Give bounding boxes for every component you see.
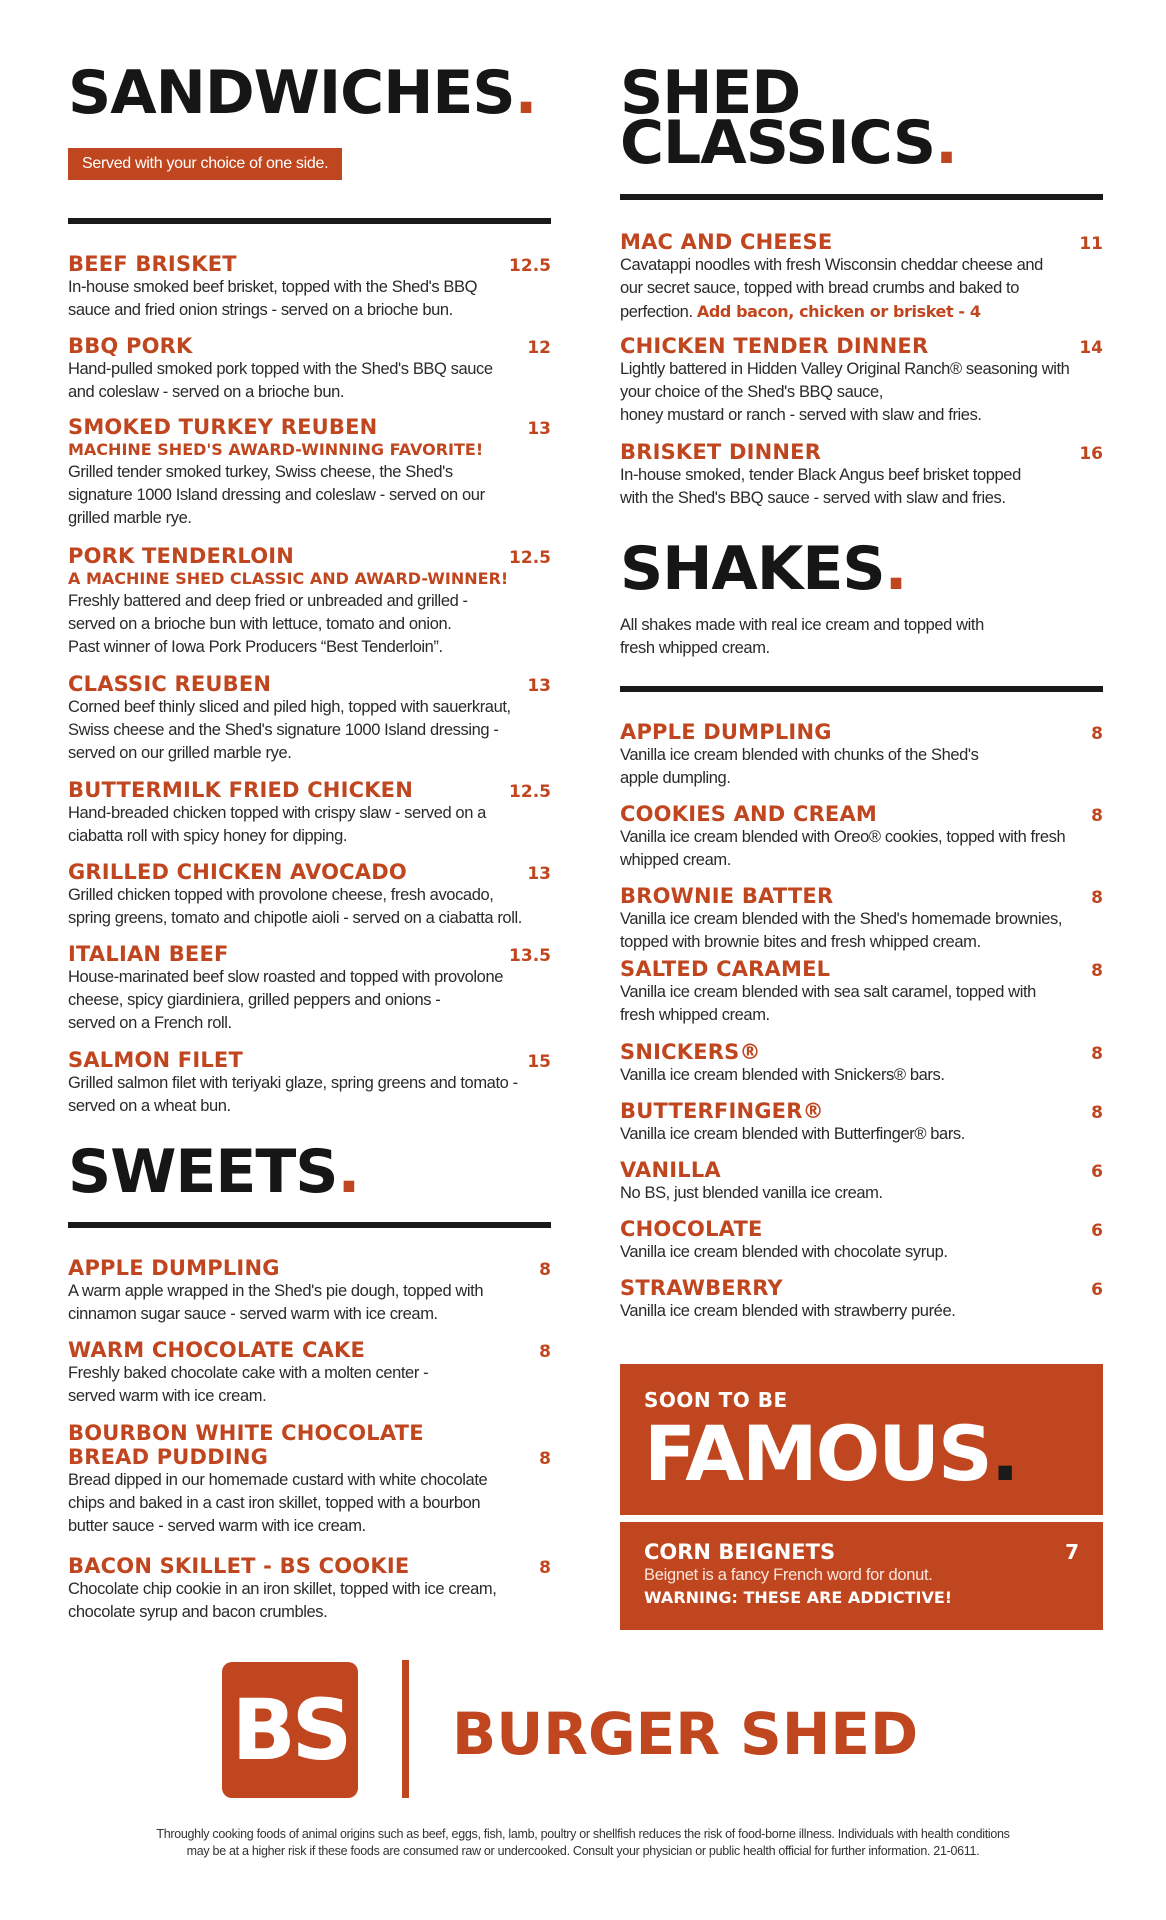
menu-item-salmon-filet (68, 1048, 551, 1118)
item-desc: served warm with ice cream. (68, 1387, 267, 1405)
item-desc: Swiss cheese and the Shed's signature 1000 Island dressing - (68, 721, 499, 739)
item-name: SNICKERS® (620, 1040, 761, 1064)
item-desc: apple dumpling. (620, 769, 731, 787)
item-price: 15 (527, 1052, 551, 1072)
item-price: 12.5 (509, 548, 551, 568)
item-name: CLASSIC REUBEN (68, 672, 272, 696)
brand-name: BURGER SHED (452, 1700, 919, 1768)
item-name-line2: BREAD PUDDING (68, 1445, 269, 1469)
item-subtitle: MACHINE SHED'S AWARD-WINNING FAVORITE! (68, 440, 484, 459)
item-price: 12 (527, 338, 551, 358)
item-price: 14 (1079, 338, 1103, 358)
item-name: BUTTERFINGER® (620, 1099, 824, 1123)
classics-heading: SHED CLASSICS. (620, 58, 957, 178)
item-warning: WARNING: THESE ARE ADDICTIVE! (644, 1588, 953, 1607)
shake-snickers (620, 1040, 1103, 1087)
item-desc: In-house smoked, tender Black Angus beef brisket topped (620, 466, 1021, 484)
menu-item-warm-chocolate-cake (68, 1338, 551, 1408)
item-desc: Vanilla ice cream blended with Oreo® cookies, topped with fresh (620, 828, 1066, 846)
menu-item-chicken-tender-dinner (620, 334, 1103, 427)
item-name: SALMON FILET (68, 1048, 244, 1072)
item-desc: Vanilla ice cream blended with chunks of the Shed's (620, 746, 979, 764)
item-desc: Grilled salmon filet with teriyaki glaze, spring greens and tomato - (68, 1074, 518, 1092)
shake-apple-dumpling (620, 720, 1103, 790)
menu-item-smoked-turkey-reuben (68, 415, 551, 530)
item-name: BROWNIE BATTER (620, 884, 834, 908)
item-desc: Corned beef thinly sliced and piled high, topped with sauerkraut, (68, 698, 511, 716)
item-price: 12.5 (509, 256, 551, 276)
menu-item-italian-beef (68, 942, 551, 1035)
item-name: CHOCOLATE (620, 1217, 763, 1241)
item-desc: Beignet is a fancy French word for donut. (644, 1566, 933, 1584)
bs-logo: BS (222, 1662, 358, 1798)
item-desc: Vanilla ice cream blended with sea salt caramel, topped with (620, 983, 1036, 1001)
item-desc: Grilled tender smoked turkey, Swiss cheese, the Shed's (68, 463, 453, 481)
item-desc: No BS, just blended vanilla ice cream. (620, 1184, 883, 1202)
shake-salted-caramel (620, 957, 1103, 1027)
item-desc: Grilled chicken topped with provolone cheese, fresh avocado, (68, 886, 494, 904)
item-name: CORN BEIGNETS (644, 1540, 836, 1564)
item-desc: chips and baked in a cast iron skillet, topped with a bourbon (68, 1494, 481, 1512)
famous-kicker: SOON TO BE (644, 1388, 788, 1412)
item-name: VANILLA (620, 1158, 721, 1182)
item-price: 7 (1065, 1540, 1079, 1564)
menu-item-grilled-chicken-avocado (68, 860, 551, 930)
shake-butterfinger (620, 1099, 1103, 1146)
item-desc: House-marinated beef slow roasted and topped with provolone (68, 968, 504, 986)
item-desc: In-house smoked beef brisket, topped with the Shed's BBQ (68, 278, 478, 296)
shakes-heading: SHAKES. (620, 534, 907, 604)
item-price: 8 (1091, 806, 1103, 826)
item-desc: grilled marble rye. (68, 509, 192, 527)
item-desc: Hand-pulled smoked pork topped with the Shed's BBQ sauce (68, 360, 493, 378)
sweets-heading: SWEETS. (68, 1137, 360, 1207)
sweets-rule (68, 1222, 551, 1228)
item-desc: signature 1000 Island dressing and coleslaw - served on our (68, 486, 485, 504)
item-name: BUTTERMILK FRIED CHICKEN (68, 778, 414, 802)
item-desc: served on a French roll. (68, 1014, 232, 1032)
item-price: 16 (1079, 444, 1103, 464)
shake-strawberry (620, 1276, 1103, 1323)
item-price: 12.5 (509, 782, 551, 802)
item-desc: served on a brioche bun with lettuce, tomato and onion. (68, 615, 452, 633)
menu-item-corn-beignets (620, 1522, 1103, 1630)
famous-word: FAMOUS. (644, 1409, 1018, 1498)
soon-to-be-famous-banner (620, 1364, 1103, 1515)
item-desc: Vanilla ice cream blended with chocolate syrup. (620, 1243, 948, 1261)
sandwiches-heading: SANDWICHES. (68, 58, 537, 128)
item-desc: fresh whipped cream. (620, 1006, 770, 1024)
item-desc: Bread dipped in our homemade custard with white chocolate (68, 1471, 488, 1489)
item-desc: Lightly battered in Hidden Valley Original Ranch® seasoning with (620, 360, 1070, 378)
item-price: 8 (1091, 1044, 1103, 1064)
item-name: BEEF BRISKET (68, 252, 237, 276)
item-desc: cheese, spicy giardiniera, grilled peppers and onions - (68, 991, 441, 1009)
item-desc: Hand-breaded chicken topped with crispy slaw - served on a (68, 804, 486, 822)
item-price: 13 (527, 864, 551, 884)
item-desc: chocolate syrup and bacon crumbles. (68, 1603, 328, 1621)
item-desc: Freshly battered and deep fried or unbreaded and grilled - (68, 592, 468, 610)
item-desc: Chocolate chip cookie in an iron skillet, topped with ice cream, (68, 1580, 497, 1598)
item-desc: Cavatappi noodles with fresh Wisconsin cheddar cheese and (620, 256, 1043, 274)
item-desc: Vanilla ice cream blended with Snickers® bars. (620, 1066, 945, 1084)
shakes-intro: All shakes made with real ice cream and topped with fresh whipped cream. (620, 616, 984, 657)
item-price: 13.5 (509, 946, 551, 966)
menu-item-buttermilk-fried-chicken (68, 778, 551, 848)
sides-badge: Served with your choice of one side. (68, 148, 342, 180)
item-name: APPLE DUMPLING (620, 720, 832, 744)
item-desc: A warm apple wrapped in the Shed's pie dough, topped with (68, 1282, 484, 1300)
item-desc: and coleslaw - served on a brioche bun. (68, 383, 345, 401)
item-name: MAC AND CHEESE (620, 230, 833, 254)
item-price: 8 (1091, 724, 1103, 744)
item-name: SALTED CARAMEL (620, 957, 831, 981)
classics-rule (620, 194, 1103, 200)
menu-item-mac-and-cheese (620, 230, 1103, 324)
item-name: APPLE DUMPLING (68, 1256, 280, 1280)
shake-chocolate (620, 1217, 1103, 1264)
item-price: 8 (539, 1342, 551, 1362)
item-price: 11 (1079, 234, 1103, 254)
item-desc: topped with brownie bites and fresh whipped cream. (620, 933, 981, 951)
shake-vanilla (620, 1158, 1103, 1205)
item-desc: butter sauce - served warm with ice cream. (68, 1517, 366, 1535)
item-price: 8 (1091, 961, 1103, 981)
item-price: 6 (1091, 1280, 1103, 1300)
item-desc: whipped cream. (620, 851, 731, 869)
item-name: CHICKEN TENDER DINNER (620, 334, 929, 358)
item-name: BACON SKILLET - BS COOKIE (68, 1554, 410, 1578)
food-safety-disclaimer: Throughly cooking foods of animal origins such as beef, eggs, fish, lamb, poultry or shellfish reduces the risk of food-borne illness. Individuals with health conditions may be at a higher risk if these foods are consumed raw or undercooked. Consult your physician or public health official for further information. 21-0611. (156, 1827, 1010, 1858)
addon-note: Add bacon, chicken or brisket - 4 (696, 302, 981, 321)
item-name: BBQ PORK (68, 334, 193, 358)
item-price: 8 (1091, 1103, 1103, 1123)
item-subtitle: A MACHINE SHED CLASSIC AND AWARD-WINNER! (68, 569, 509, 588)
item-desc: Vanilla ice cream blended with the Shed's homemade brownies, (620, 910, 1063, 928)
menu-item-pork-tenderloin (68, 544, 551, 659)
shakes-rule (620, 686, 1103, 692)
item-desc: honey mustard or ranch - served with slaw and fries. (620, 406, 982, 424)
item-desc: Vanilla ice cream blended with Butterfinger® bars. (620, 1125, 965, 1143)
item-name: SMOKED TURKEY REUBEN (68, 415, 378, 439)
menu-item-apple-dumpling (68, 1256, 551, 1326)
item-desc: served on a wheat bun. (68, 1097, 231, 1115)
item-price: 6 (1091, 1162, 1103, 1182)
item-desc: Past winner of Iowa Pork Producers “Best Tenderloin”. (68, 638, 443, 656)
item-price: 6 (1091, 1221, 1103, 1241)
menu-item-classic-reuben (68, 672, 551, 765)
item-desc: cinnamon sugar sauce - served warm with ice cream. (68, 1305, 438, 1323)
item-desc: our secret sauce, topped with bread crumbs and baked to (620, 279, 1020, 297)
item-price: 8 (539, 1260, 551, 1280)
item-name: PORK TENDERLOIN (68, 544, 295, 568)
shake-cookies-and-cream (620, 802, 1103, 872)
item-name: ITALIAN BEEF (68, 942, 229, 966)
item-desc: Vanilla ice cream blended with strawberry purée. (620, 1302, 956, 1320)
item-name: BRISKET DINNER (620, 440, 822, 464)
item-desc: served on our grilled marble rye. (68, 744, 292, 762)
item-price: 8 (539, 1558, 551, 1578)
item-name: STRAWBERRY (620, 1276, 783, 1300)
menu-item-bacon-skillet-cookie (68, 1554, 551, 1624)
shake-brownie-batter (620, 884, 1103, 954)
item-desc: Freshly baked chocolate cake with a molten center - (68, 1364, 429, 1382)
item-name: WARM CHOCOLATE CAKE (68, 1338, 366, 1362)
sandwiches-rule (68, 218, 551, 224)
menu-item-bourbon-bread-pudding (68, 1421, 551, 1538)
menu-item-brisket-dinner (620, 440, 1103, 510)
menu-item-bbq-pork (68, 334, 551, 404)
item-desc: your choice of the Shed's BBQ sauce, (620, 383, 883, 401)
item-name: BOURBON WHITE CHOCOLATE (68, 1421, 424, 1445)
item-price: 8 (539, 1449, 551, 1469)
item-desc: sauce and fried onion strings - served on a brioche bun. (68, 301, 453, 319)
item-name: COOKIES AND CREAM (620, 802, 878, 826)
item-price: 13 (527, 676, 551, 696)
item-name: GRILLED CHICKEN AVOCADO (68, 860, 407, 884)
item-desc: ciabatta roll with spicy honey for dipping. (68, 827, 348, 845)
logo-divider (402, 1660, 409, 1798)
item-desc: with the Shed's BBQ sauce - served with slaw and fries. (620, 489, 1006, 507)
item-price: 13 (527, 419, 551, 439)
item-desc: spring greens, tomato and chipotle aioli - served on a ciabatta roll. (68, 909, 522, 927)
item-desc: perfection. Add bacon, chicken or brisket - 4 (620, 302, 981, 321)
item-price: 8 (1091, 888, 1103, 908)
menu-item-beef-brisket (68, 252, 551, 322)
